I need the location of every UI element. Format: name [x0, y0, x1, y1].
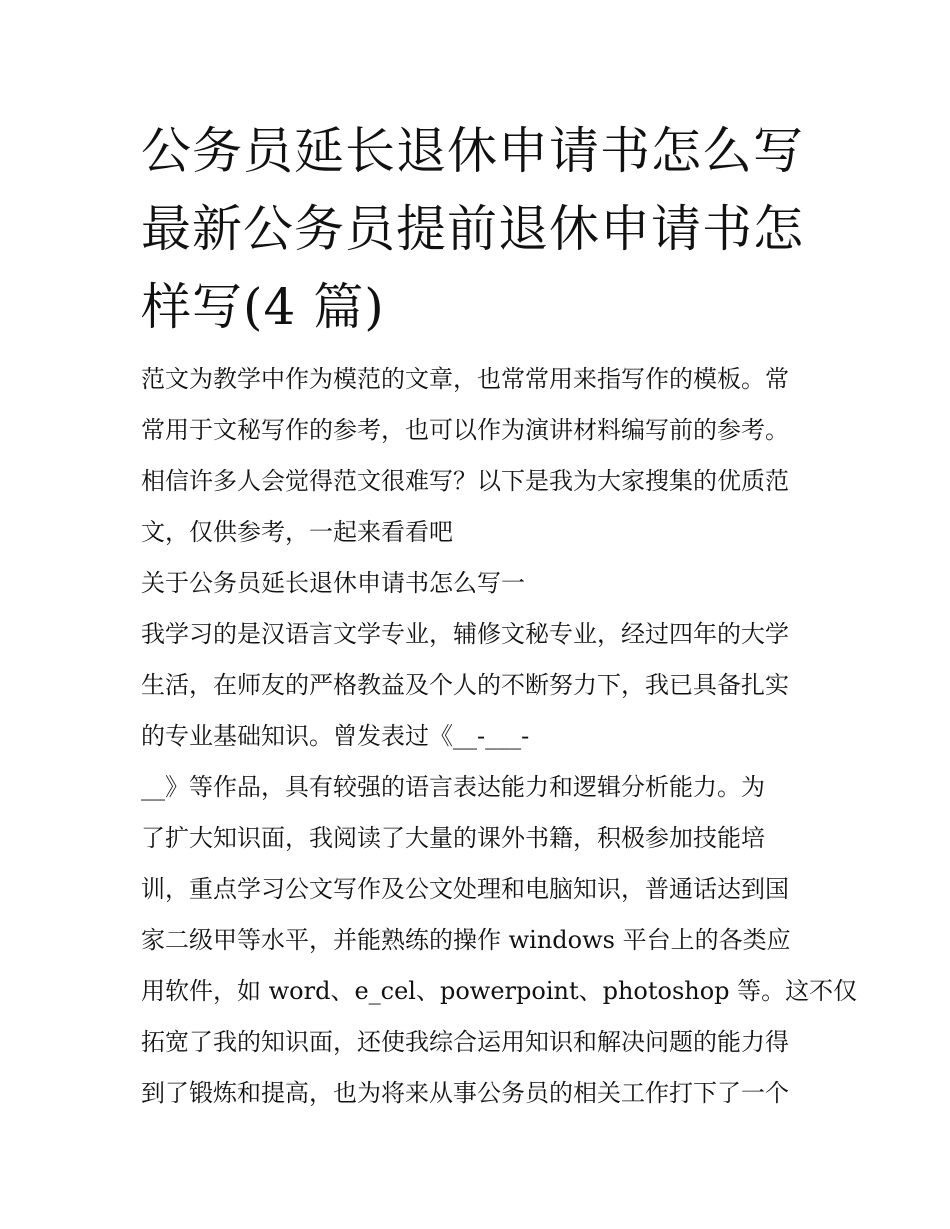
title-line: 最新公务员提前退休申请书怎 [141, 200, 804, 258]
paragraph-line: 的专业基础知识。曾发表过《__-___- [141, 722, 530, 750]
title-line: 公务员延长退休申请书怎么写 [141, 122, 804, 180]
paragraph-line: 拓宽了我的知识面，还使我综合运用知识和解决问题的能力得 [141, 1028, 789, 1056]
paragraph-line: 我学习的是汉语言文学专业，辅修文秘专业，经过四年的大学 [141, 620, 789, 648]
paragraph-intro-line: 范文为教学中作为模范的文章，也常常用来指写作的模板。常 [141, 365, 789, 393]
paragraph-line: 了扩大知识面，我阅读了大量的课外书籍，积极参加技能培 [141, 824, 765, 852]
paragraph-line: 到了锻炼和提高，也为将来从事公务员的相关工作打下了一个 [141, 1079, 789, 1107]
paragraph-intro-line: 相信许多人会觉得范文很难写？以下是我为大家搜集的优质范 [141, 467, 789, 495]
section-heading: 关于公务员延长退休申请书怎么写一 [141, 569, 525, 597]
paragraph-intro-line: 文，仅供参考，一起来看看吧 [141, 518, 453, 546]
title-line: 样写(4 篇) [141, 278, 385, 336]
paragraph-line: 生活，在师友的严格教益及个人的不断努力下，我已具备扎实 [141, 671, 789, 699]
paragraph-line: 用软件，如 word、e_cel、powerpoint、photoshop 等。这不仅 [141, 977, 858, 1005]
paragraph-line: __》等作品，具有较强的语言表达能力和逻辑分析能力。为 [141, 773, 765, 801]
document-body [141, 354, 858, 1119]
paragraph-intro-line: 常用于文秘写作的参考，也可以作为演讲材料编写前的参考。 [141, 416, 789, 444]
paragraph-line: 训，重点学习公文写作及公文处理和电脑知识，普通话达到国 [141, 875, 789, 903]
page-title [141, 112, 821, 346]
paragraph-line: 家二级甲等水平，并能熟练的操作 windows 平台上的各类应 [141, 926, 791, 954]
